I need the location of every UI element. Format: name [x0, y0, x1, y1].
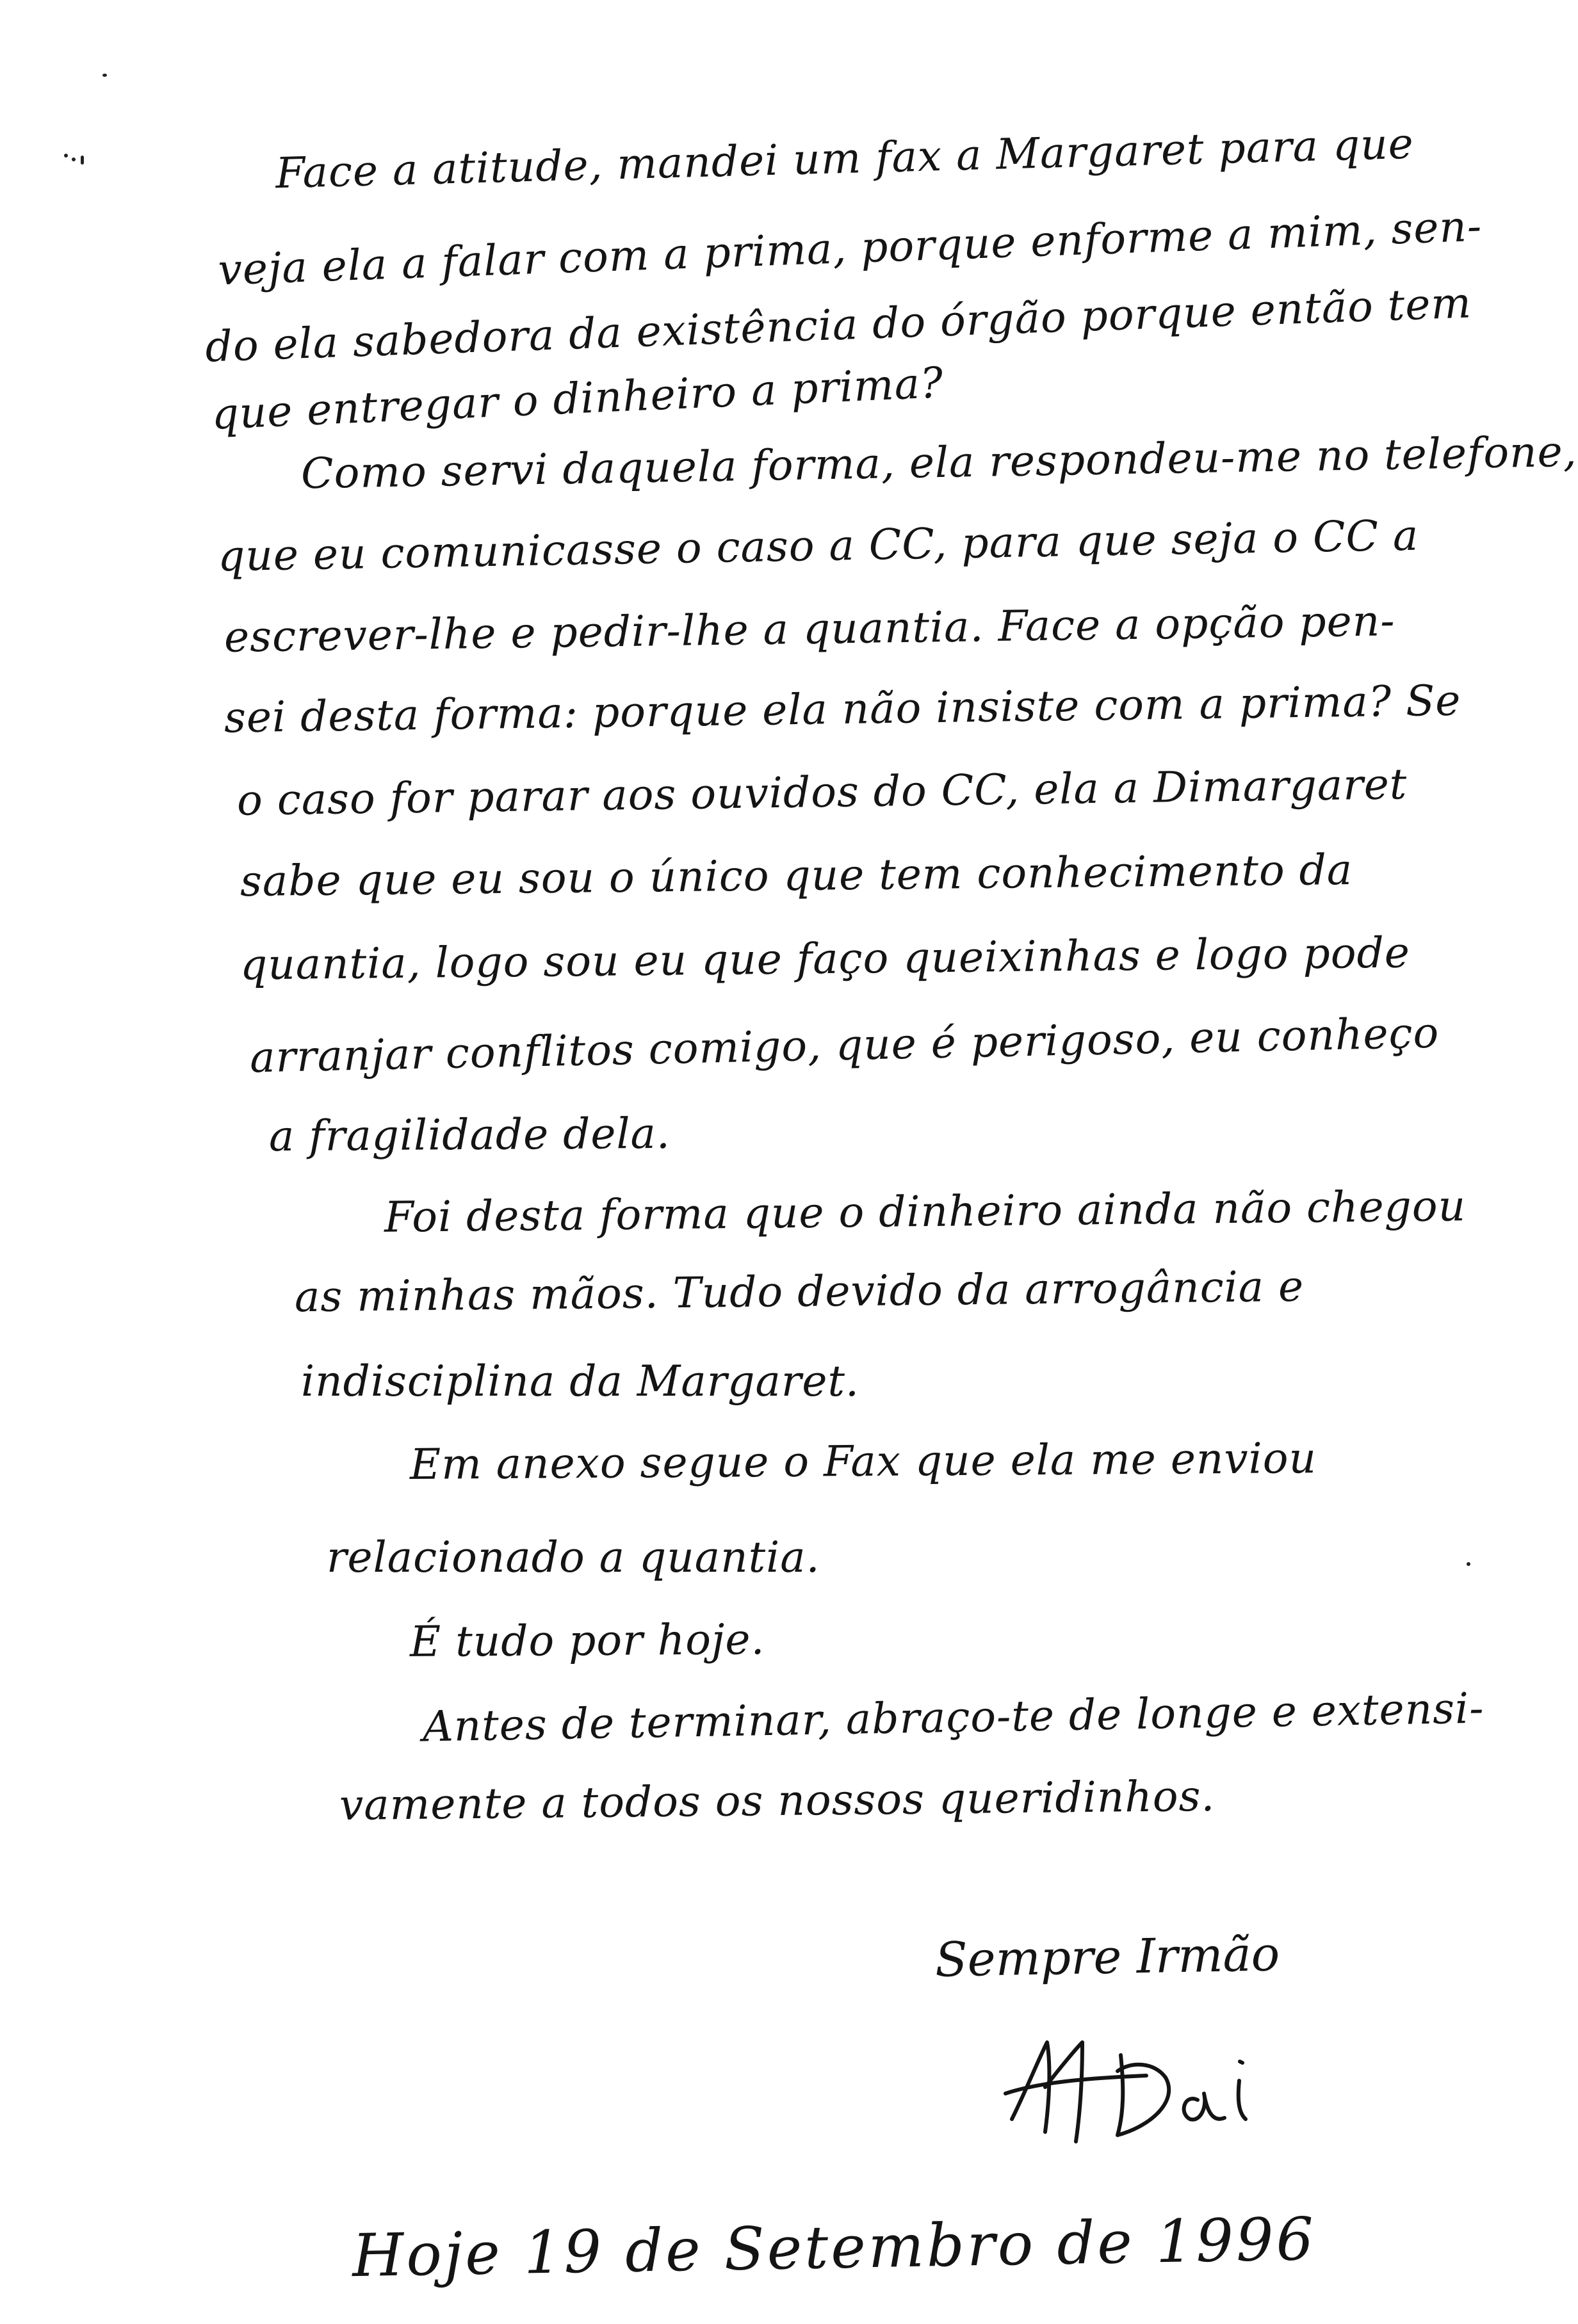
letter-line: indisciplina da Margaret.	[301, 1357, 859, 1406]
letter-line: Foi desta forma que o dinheiro ainda não chegou	[384, 1181, 1467, 1242]
letter-line: sabe que eu sou o único que tem conhecimento da	[240, 844, 1353, 907]
letter-line: Antes de terminar, abraço-te de longe e extensi-	[422, 1683, 1485, 1752]
margin-speck	[102, 74, 107, 77]
signature	[986, 2017, 1268, 2158]
letter-line: que entregar o dinheiro a prima?	[210, 358, 945, 439]
letter-line: as minhas mãos. Tudo devido da arrogância e	[294, 1261, 1305, 1322]
margin-speck	[1467, 1562, 1470, 1566]
letter-line: vamente a todos os nossos queridinhos.	[339, 1771, 1216, 1830]
letter-line: veja ela a falar com a prima, porque enforme a mim, sen-	[217, 201, 1483, 295]
letter-line: do ela sabedora da existência do órgão porque então tem	[204, 278, 1473, 372]
letter-line: escrever-lhe e pedir-lhe a quantia. Face a opção pen-	[224, 596, 1396, 662]
letter-line: que eu comunicasse o caso a CC, para que seja o CC a	[217, 510, 1419, 581]
letter-line: Em anexo segue o Fax que ela me enviou	[409, 1433, 1317, 1489]
letter-line: arranjar conflitos comigo, que é perigoso, eu conheço	[249, 1008, 1440, 1083]
margin-speck	[81, 156, 84, 165]
letter-line: a fragilidade dela.	[268, 1108, 671, 1161]
margin-speck	[72, 157, 76, 161]
letter-line: sei desta forma: porque ela não insiste com a prima? Se	[224, 675, 1461, 743]
margin-speck	[64, 154, 68, 157]
letter-line: Face a atitude, mandei um fax a Margaret para que	[275, 118, 1415, 198]
letter-line: relacionado a quantia.	[327, 1533, 820, 1582]
closing-salutation: Sempre Irmão	[934, 1926, 1280, 1988]
letter-line: o caso for parar aos ouvidos do CC, ela a Dimargaret	[236, 759, 1408, 825]
letter-line: quantia, logo sou eu que faço queixinhas e logo pode	[240, 928, 1411, 990]
letter-date: Hoje 19 de Setembro de 1996	[352, 2204, 1317, 2291]
letter-line: Como servi daquela forma, ela respondeu-me no telefone,	[300, 426, 1578, 499]
letter-line: É tudo por hoje.	[409, 1615, 765, 1666]
